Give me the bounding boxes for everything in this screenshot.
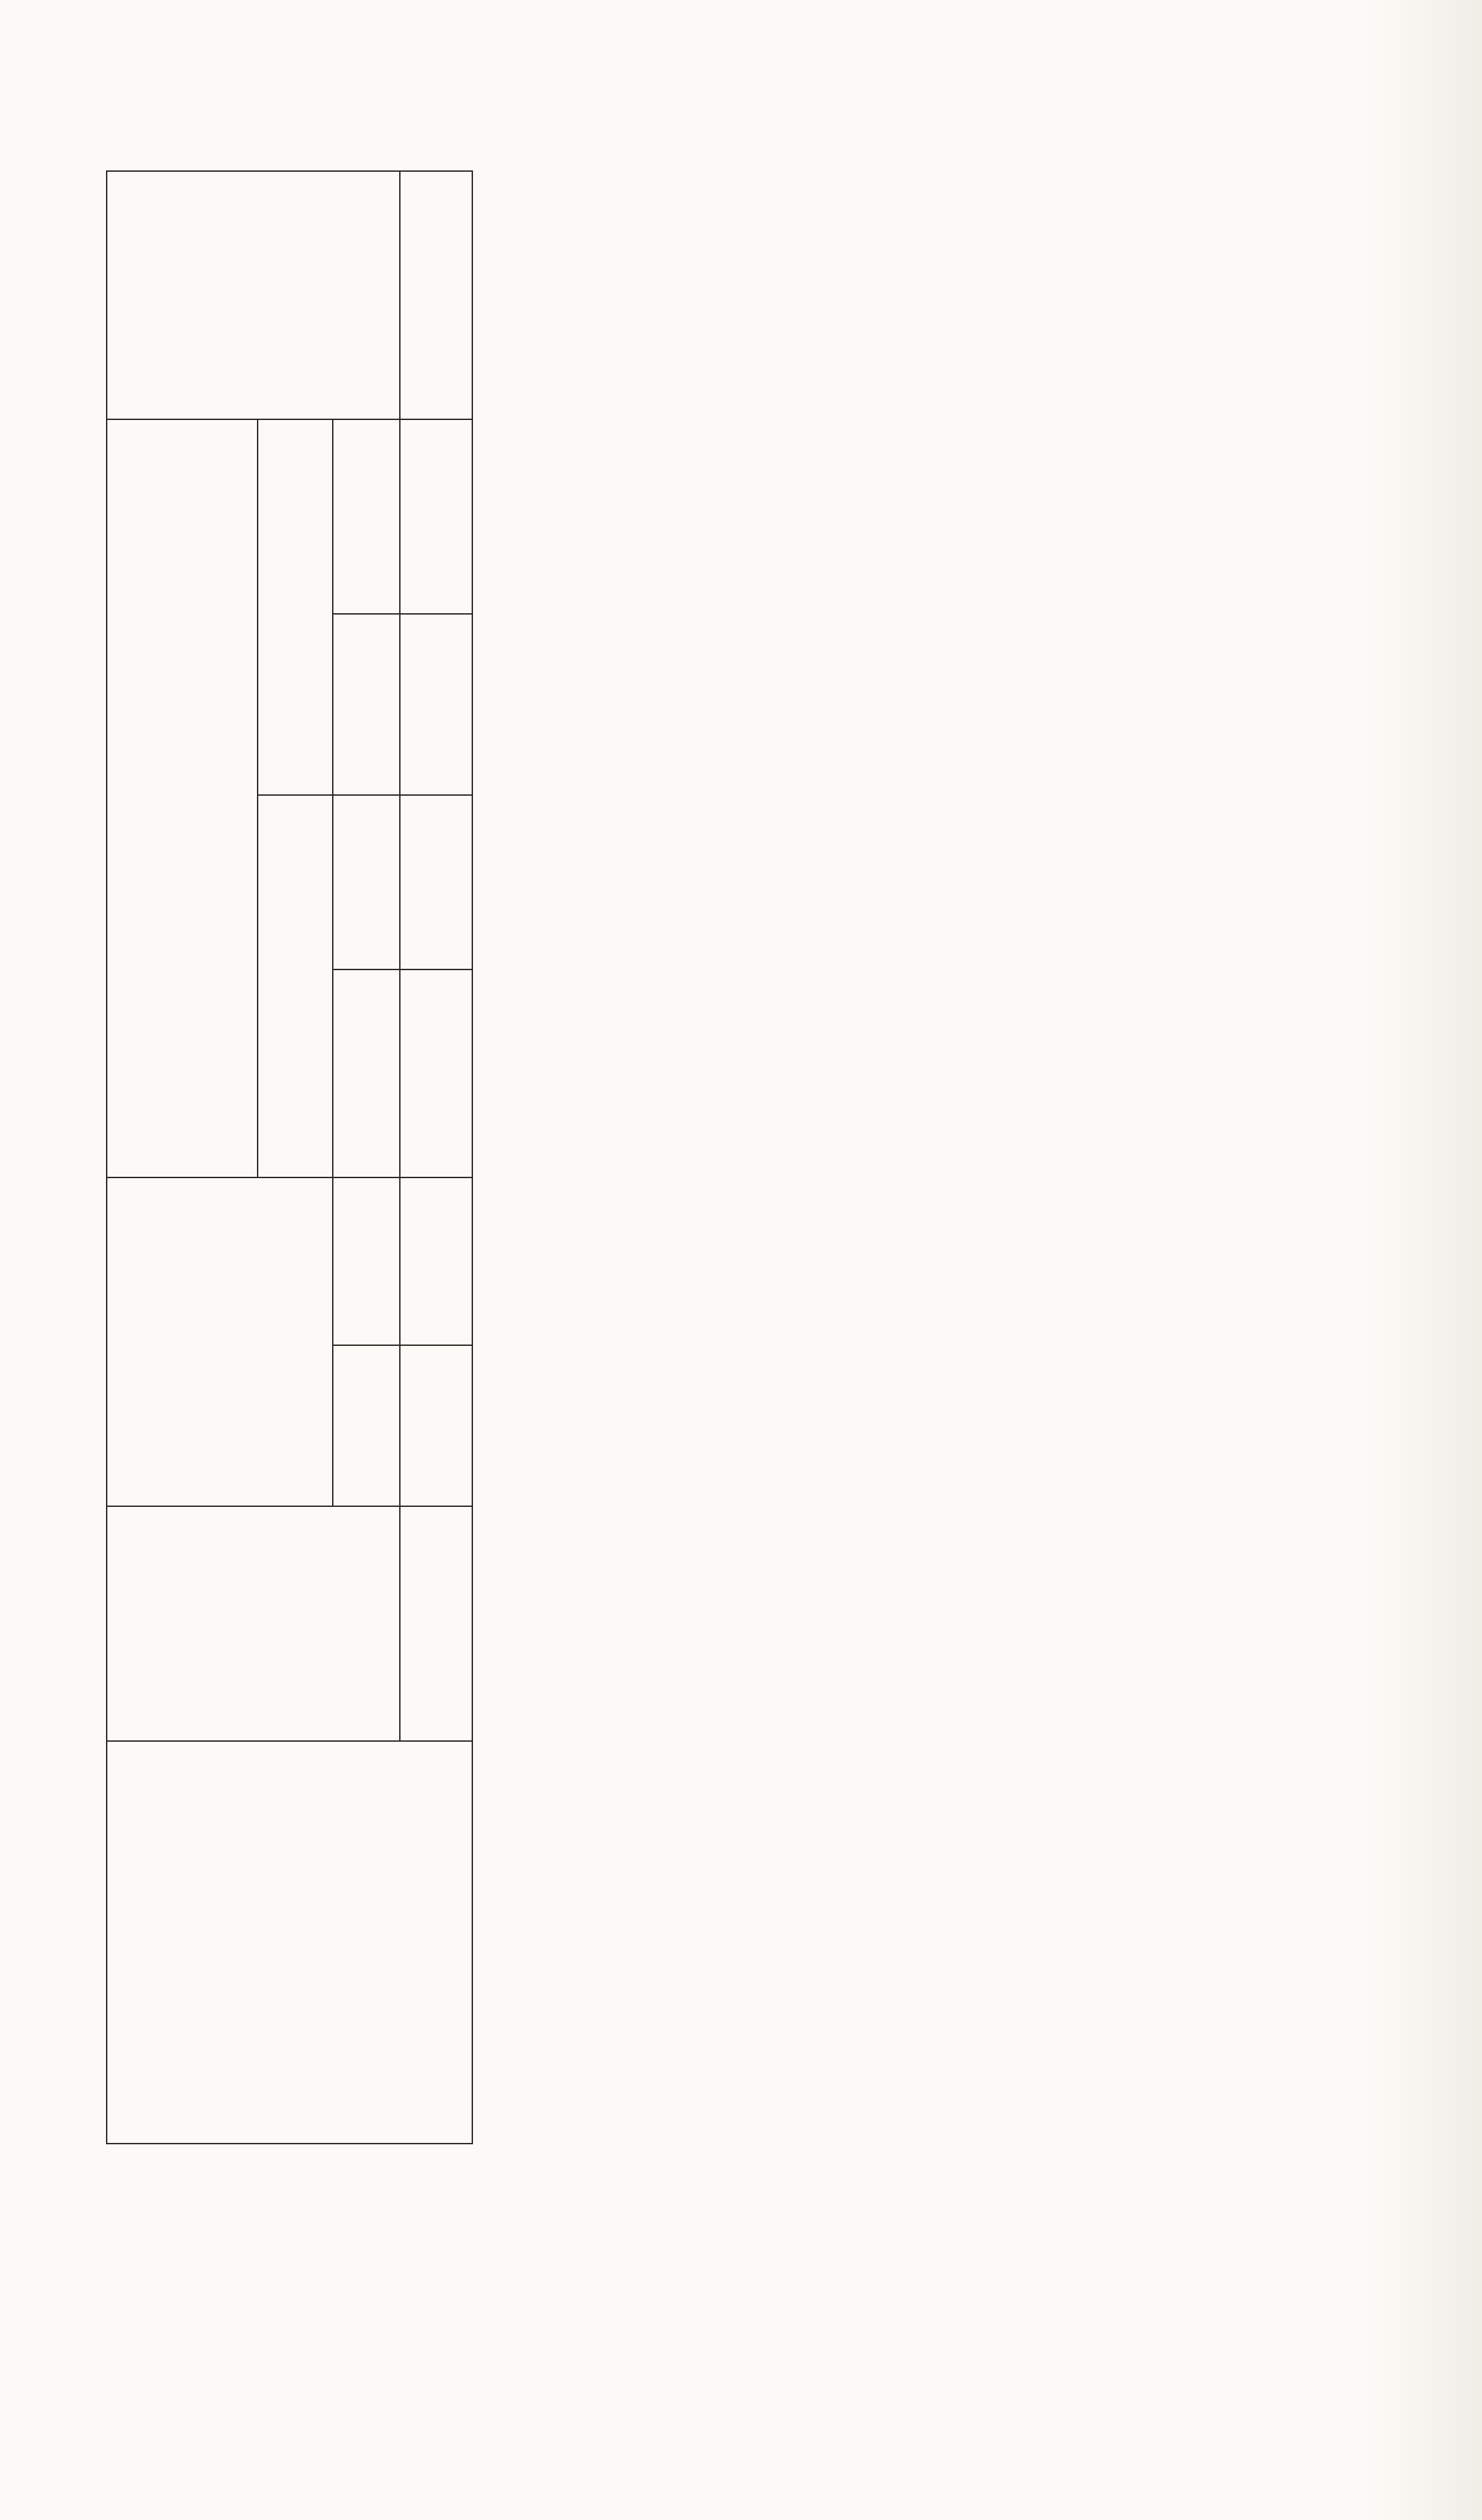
col-header-cash-group xyxy=(107,419,258,1177)
col-header-since-1850 xyxy=(258,419,333,795)
units-other-arp xyxy=(400,171,472,419)
header-group-row xyxy=(107,171,258,2144)
col-header-before-1850 xyxy=(258,795,333,1177)
units-total-area-arp xyxy=(400,1345,472,1506)
units-before-cash-lsd xyxy=(400,795,472,969)
col-header-area xyxy=(107,1506,400,1741)
col-header-total-group xyxy=(107,1177,333,1506)
col-header-province xyxy=(107,1741,472,2144)
units-since-cash-lsd xyxy=(400,419,472,614)
subheader-total-area xyxy=(333,1345,400,1506)
subheader-since-cash xyxy=(333,419,400,614)
units-area-arp xyxy=(400,1506,472,1741)
subheader-before-cash xyxy=(333,795,400,969)
subheader-since-area xyxy=(333,614,400,795)
col-header-other xyxy=(107,171,400,419)
subheader-before-area xyxy=(333,969,400,1177)
signature-row xyxy=(541,172,547,2144)
units-since-area-arp xyxy=(400,614,472,795)
units-total-cash-lsd xyxy=(400,1177,472,1345)
table-header xyxy=(107,171,472,2144)
waste-lands-table xyxy=(106,170,473,2144)
units-before-area-arp xyxy=(400,969,472,1177)
subheader-total-cash xyxy=(333,1177,400,1345)
sheet-content xyxy=(0,0,547,2520)
